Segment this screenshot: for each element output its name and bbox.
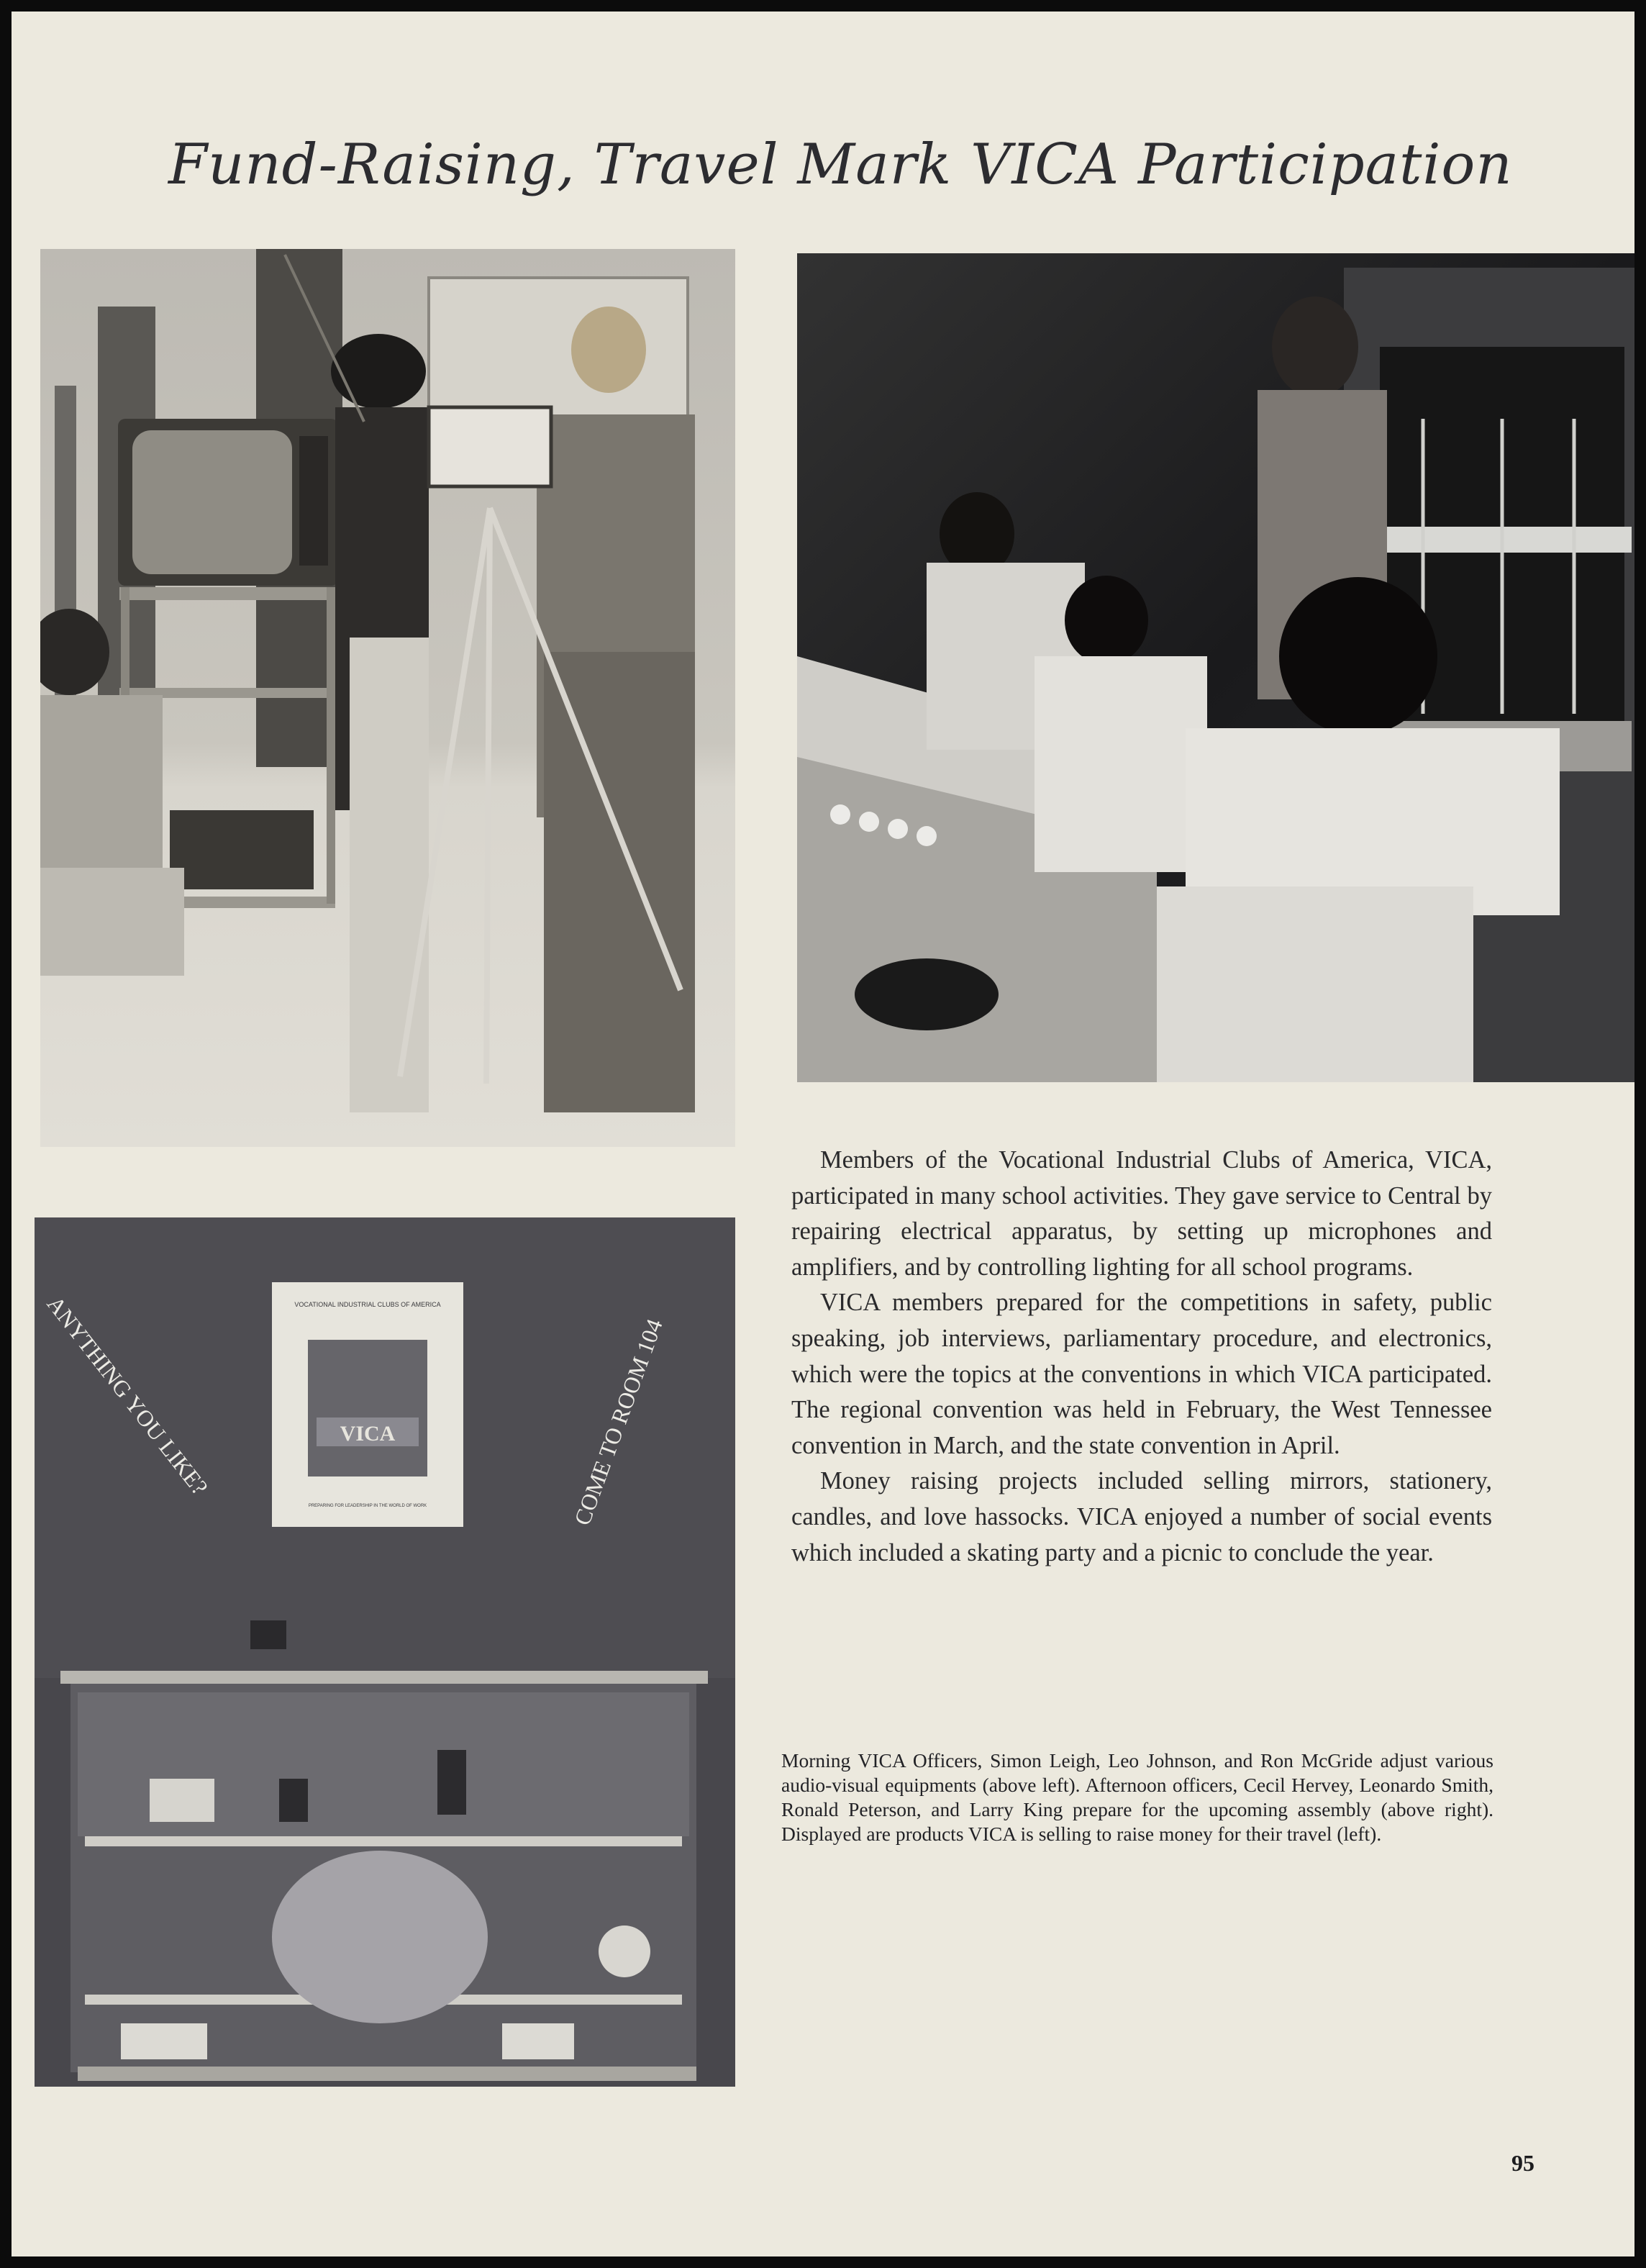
vica-display-photo — [35, 1217, 735, 2087]
lighting-console-photo — [797, 253, 1634, 1082]
poster-logo: VICA — [340, 1422, 396, 1446]
audio-visual-photo — [40, 249, 735, 1147]
yearbook-page — [12, 12, 1634, 2256]
body-paragraph: Members of the Vocational Industrial Clubs of America, VICA, participated in many school activities. They gave service to Central by repairing electrical apparatus, by setting up microphones and amplifiers, and by controlling lighting for all school programs. — [791, 1146, 1492, 1281]
poster-header: VOCATIONAL INDUSTRIAL CLUBS OF AMERICA — [294, 1301, 441, 1308]
poster-footer: PREPARING FOR LEADERSHIP IN THE WORLD OF WORK — [308, 1504, 427, 1508]
article-body — [791, 1143, 1492, 1571]
page-title: Fund-Raising, Travel Mark VICA Participation — [168, 132, 1513, 197]
photo-caption: Morning VICA Officers, Simon Leigh, Leo Johnson, and Ron McGride adjust various audio-visual equipments (above left). Afternoon officers, Cecil Hervey, Leonardo Smith, Ronald Peterson, and Larry King prepare for the upcoming assembly (above right). Displayed are products VICA is selling to raise money for their travel (left). — [781, 1749, 1493, 1845]
banner-right: COME TO ROOM 104 — [568, 1315, 668, 1529]
page-number: 95 — [1511, 2150, 1534, 2176]
body-paragraph: Money raising projects included selling mirrors, stationery, candles, and love hassocks. VICA enjoyed a number of social events which included a skating party and a picnic to conclude the year. — [791, 1467, 1492, 1566]
body-paragraph: VICA members prepared for the competitions in safety, public speaking, job interviews, parliamentary procedure, and electronics, which were the topics at the conventions in which VICA participated. The regional convention was held in February, the West Tennessee convention in March, and the state convention in April. — [791, 1289, 1492, 1459]
banner-left: ANYTHING YOU LIKE? — [42, 1291, 214, 1500]
